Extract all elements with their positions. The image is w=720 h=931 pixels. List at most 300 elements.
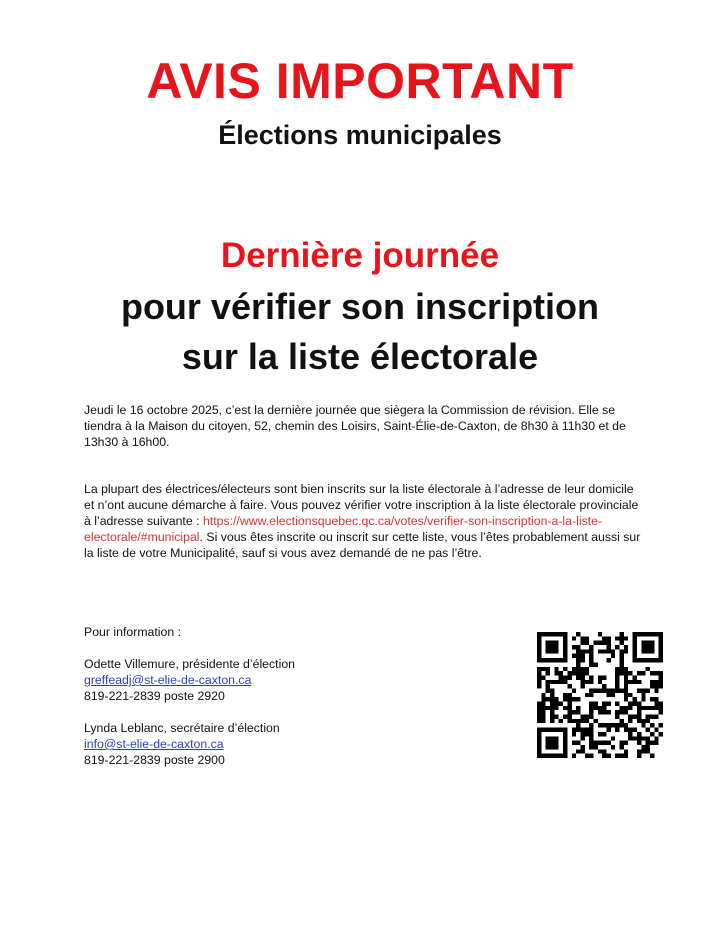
qr-module xyxy=(563,728,567,732)
qr-module xyxy=(659,654,663,658)
qr-module xyxy=(615,671,619,675)
paragraph-text: La plupart des électrices/électeurs sont bien inscrits sur la liste électorale à l’adresse de leur domicile et n’ont aucune démarche à faire. Vous pouvez vérifier votre inscription à la liste électorale provinciale à l’adresse suivante : xyxy=(84,482,639,528)
qr-module xyxy=(654,658,658,662)
qr-module xyxy=(650,723,654,727)
qr-module xyxy=(580,719,584,723)
qr-module xyxy=(567,671,571,675)
qr-module xyxy=(585,728,589,732)
qr-module xyxy=(541,706,545,710)
qr-module xyxy=(620,745,624,749)
qr-module xyxy=(646,658,650,662)
qr-module xyxy=(602,732,606,736)
qr-module xyxy=(589,745,593,749)
qr-module xyxy=(602,641,606,645)
qr-module xyxy=(567,702,571,706)
qr-module xyxy=(563,693,567,697)
qr-module xyxy=(563,749,567,753)
qr-module xyxy=(628,702,632,706)
qr-module xyxy=(554,697,558,701)
qr-module xyxy=(602,702,606,706)
qr-module xyxy=(598,688,602,692)
qr-module xyxy=(641,723,645,727)
qr-module xyxy=(585,680,589,684)
qr-module xyxy=(550,745,554,749)
qr-module xyxy=(611,723,615,727)
qr-module xyxy=(633,658,637,662)
qr-module xyxy=(654,697,658,701)
qr-module xyxy=(567,675,571,679)
qr-module xyxy=(585,693,589,697)
qr-module xyxy=(576,649,580,653)
qr-module xyxy=(589,741,593,745)
qr-module xyxy=(598,732,602,736)
qr-module xyxy=(589,688,593,692)
qr-module xyxy=(554,702,558,706)
qr-module xyxy=(641,697,645,701)
qr-module xyxy=(559,728,563,732)
qr-module xyxy=(598,649,602,653)
qr-module xyxy=(572,671,576,675)
qr-module xyxy=(620,667,624,671)
qr-module xyxy=(633,675,637,679)
paragraph-verification xyxy=(84,481,644,561)
qr-module xyxy=(576,749,580,753)
paragraph-text: . Si vous êtes inscrite ou inscrit sur cette liste, vous l’êtes probablement aussi sur la liste de votre Municipalité, sauf si vous avez demandé de ne pas l’être. xyxy=(84,530,641,560)
qr-module xyxy=(628,706,632,710)
qr-module xyxy=(546,745,550,749)
qr-module xyxy=(637,671,641,675)
qr-module xyxy=(602,688,606,692)
qr-module xyxy=(550,706,554,710)
qr-module xyxy=(624,636,628,640)
qr-module xyxy=(563,732,567,736)
qr-module xyxy=(576,675,580,679)
qr-module xyxy=(554,706,558,710)
qr-module xyxy=(580,675,584,679)
qr-module xyxy=(550,736,554,740)
qr-module xyxy=(554,728,558,732)
qr-module xyxy=(576,706,580,710)
qr-module xyxy=(537,680,541,684)
qr-module xyxy=(607,741,611,745)
qr-module xyxy=(563,680,567,684)
qr-module xyxy=(641,736,645,740)
qr-module xyxy=(602,675,606,679)
qr-module xyxy=(537,636,541,640)
qr-module xyxy=(580,636,584,640)
qr-module xyxy=(654,702,658,706)
qr-module xyxy=(637,680,641,684)
qr-module xyxy=(563,745,567,749)
qr-module xyxy=(637,741,641,745)
qr-module xyxy=(580,728,584,732)
qr-module xyxy=(641,749,645,753)
qr-module xyxy=(659,636,663,640)
qr-module xyxy=(633,715,637,719)
qr-module xyxy=(633,654,637,658)
qr-module xyxy=(576,645,580,649)
qr-module xyxy=(554,645,558,649)
qr-module xyxy=(563,658,567,662)
qr-module xyxy=(550,702,554,706)
qr-module xyxy=(550,693,554,697)
qr-module xyxy=(537,649,541,653)
qr-module xyxy=(633,632,637,636)
qr-module xyxy=(646,649,650,653)
qr-module xyxy=(580,671,584,675)
qr-module xyxy=(598,680,602,684)
qr-module xyxy=(659,732,663,736)
qr-module xyxy=(546,736,550,740)
qr-module xyxy=(659,658,663,662)
qr-module xyxy=(624,710,628,714)
qr-module xyxy=(611,745,615,749)
qr-module xyxy=(537,710,541,714)
qr-module xyxy=(589,706,593,710)
qr-module xyxy=(637,732,641,736)
qr-module xyxy=(607,754,611,758)
qr-module xyxy=(650,715,654,719)
qr-module xyxy=(615,715,619,719)
qr-module xyxy=(602,706,606,710)
qr-module xyxy=(611,693,615,697)
qr-module xyxy=(572,688,576,692)
qr-module xyxy=(541,754,545,758)
qr-module xyxy=(550,728,554,732)
qr-module xyxy=(589,662,593,666)
qr-module xyxy=(559,675,563,679)
qr-module xyxy=(589,702,593,706)
qr-module xyxy=(554,641,558,645)
qr-module xyxy=(615,645,619,649)
qr-module xyxy=(646,728,650,732)
qr-module xyxy=(589,736,593,740)
qr-module xyxy=(580,654,584,658)
qr-module xyxy=(541,667,545,671)
qr-module xyxy=(620,649,624,653)
contact-email-link[interactable]: info@st-elie-de-caxton.ca xyxy=(84,737,224,751)
qr-module xyxy=(589,658,593,662)
qr-module xyxy=(585,667,589,671)
qr-module xyxy=(546,632,550,636)
qr-module xyxy=(641,649,645,653)
qr-module xyxy=(585,636,589,640)
qr-module xyxy=(654,706,658,710)
qr-module xyxy=(589,693,593,697)
qr-module xyxy=(554,741,558,745)
qr-module xyxy=(546,667,550,671)
qr-module xyxy=(550,710,554,714)
qr-module xyxy=(598,749,602,753)
qr-module xyxy=(537,654,541,658)
qr-module xyxy=(567,697,571,701)
qr-module xyxy=(567,719,571,723)
qr-module xyxy=(559,680,563,684)
qr-module xyxy=(637,715,641,719)
qr-module xyxy=(572,754,576,758)
qr-module xyxy=(541,693,545,697)
qr-module xyxy=(580,667,584,671)
qr-module xyxy=(624,706,628,710)
qr-module xyxy=(646,741,650,745)
qr-module xyxy=(563,754,567,758)
qr-module xyxy=(624,645,628,649)
qr-module xyxy=(615,684,619,688)
qr-module xyxy=(654,684,658,688)
qr-module xyxy=(637,749,641,753)
qr-module xyxy=(550,645,554,649)
qr-module xyxy=(585,719,589,723)
qr-module xyxy=(567,710,571,714)
qr-module xyxy=(589,675,593,679)
qr-module xyxy=(654,632,658,636)
qr-module xyxy=(541,715,545,719)
qr-module xyxy=(624,649,628,653)
qr-module xyxy=(620,688,624,692)
qr-module xyxy=(593,662,597,666)
contact-email-link[interactable]: greffeadj@st-elie-de-caxton.ca xyxy=(84,673,252,687)
qr-module xyxy=(659,649,663,653)
qr-module xyxy=(607,723,611,727)
qr-module xyxy=(563,741,567,745)
qr-module xyxy=(537,645,541,649)
qr-module xyxy=(563,715,567,719)
qr-module xyxy=(576,662,580,666)
qr-module xyxy=(554,680,558,684)
qr-module xyxy=(572,667,576,671)
elections-quebec-link[interactable]: https://www.electionsquebec.qc.ca/votes/verifier-son-inscription-a-la-liste-electorale/#municipal xyxy=(84,514,603,544)
qr-module xyxy=(550,697,554,701)
qr-module xyxy=(624,671,628,675)
qr-module xyxy=(659,706,663,710)
qr-module xyxy=(607,728,611,732)
qr-module xyxy=(659,671,663,675)
qr-module xyxy=(580,715,584,719)
contact-label: Pour information : xyxy=(84,625,182,639)
qr-module xyxy=(580,749,584,753)
qr-module xyxy=(593,688,597,692)
qr-module xyxy=(607,636,611,640)
qr-module xyxy=(585,732,589,736)
qr-module xyxy=(554,715,558,719)
qr-module xyxy=(537,728,541,732)
qr-module xyxy=(563,706,567,710)
qr-module xyxy=(607,688,611,692)
qr-module xyxy=(554,671,558,675)
qr-module xyxy=(559,719,563,723)
qr-module xyxy=(641,641,645,645)
qr-module xyxy=(602,741,606,745)
qr-module xyxy=(585,641,589,645)
qr-module xyxy=(620,662,624,666)
qr-module xyxy=(550,632,554,636)
qr-module xyxy=(624,723,628,727)
contact-name: Lynda Leblanc, secrétaire d’élection xyxy=(84,721,280,735)
qr-module xyxy=(537,671,541,675)
qr-module xyxy=(624,749,628,753)
qr-module xyxy=(589,710,593,714)
qr-module xyxy=(580,649,584,653)
qr-module xyxy=(646,719,650,723)
qr-module xyxy=(567,684,571,688)
qr-module xyxy=(554,658,558,662)
qr-module xyxy=(615,680,619,684)
qr-module xyxy=(602,723,606,727)
qr-module xyxy=(541,710,545,714)
qr-module xyxy=(572,710,576,714)
qr-module xyxy=(659,680,663,684)
qr-module xyxy=(598,706,602,710)
qr-module xyxy=(633,680,637,684)
qr-module xyxy=(607,658,611,662)
qr-module xyxy=(563,636,567,640)
qr-module xyxy=(567,706,571,710)
qr-module xyxy=(620,710,624,714)
qr-module xyxy=(589,645,593,649)
headline-red: Dernière journée xyxy=(220,236,500,275)
qr-module xyxy=(641,632,645,636)
qr-module xyxy=(541,702,545,706)
qr-module xyxy=(559,754,563,758)
qr-module xyxy=(550,658,554,662)
qr-module xyxy=(659,723,663,727)
qr-module xyxy=(633,636,637,640)
qr-module xyxy=(650,754,654,758)
qr-module xyxy=(572,728,576,732)
qr-module xyxy=(563,736,567,740)
qr-module xyxy=(537,736,541,740)
qr-module xyxy=(602,636,606,640)
qr-module xyxy=(585,754,589,758)
qr-module xyxy=(641,719,645,723)
qr-module xyxy=(628,671,632,675)
qr-module xyxy=(593,706,597,710)
qr-module xyxy=(537,706,541,710)
qr-module xyxy=(559,658,563,662)
qr-module xyxy=(537,732,541,736)
qr-module xyxy=(572,732,576,736)
qr-module xyxy=(624,741,628,745)
qr-module xyxy=(650,706,654,710)
qr-module xyxy=(572,636,576,640)
qr-module xyxy=(537,632,541,636)
qr-module xyxy=(576,728,580,732)
qr-module xyxy=(637,754,641,758)
qr-module xyxy=(541,675,545,679)
qr-module xyxy=(585,715,589,719)
qr-module xyxy=(637,706,641,710)
qr-module xyxy=(633,702,637,706)
qr-module xyxy=(615,636,619,640)
qr-module xyxy=(637,702,641,706)
qr-module xyxy=(646,667,650,671)
qr-module xyxy=(624,688,628,692)
qr-module xyxy=(607,649,611,653)
qr-module xyxy=(546,706,550,710)
qr-module xyxy=(589,754,593,758)
qr-module xyxy=(546,684,550,688)
qr-module xyxy=(611,736,615,740)
qr-module xyxy=(615,728,619,732)
qr-module xyxy=(659,641,663,645)
qr-module xyxy=(576,741,580,745)
qr-module xyxy=(554,649,558,653)
qr-module xyxy=(624,693,628,697)
qr-module xyxy=(641,706,645,710)
qr-module xyxy=(659,684,663,688)
qr-module xyxy=(572,697,576,701)
qr-module xyxy=(607,702,611,706)
qr-module xyxy=(546,641,550,645)
qr-module xyxy=(546,658,550,662)
qr-module xyxy=(580,680,584,684)
qr-module xyxy=(628,719,632,723)
qr-module xyxy=(572,719,576,723)
qr-module xyxy=(641,658,645,662)
qr-module xyxy=(646,706,650,710)
qr-module xyxy=(537,745,541,749)
qr-module xyxy=(537,658,541,662)
qr-module xyxy=(567,715,571,719)
qr-module xyxy=(589,723,593,727)
qr-module xyxy=(576,723,580,727)
qr-module xyxy=(550,688,554,692)
qr-module xyxy=(559,632,563,636)
qr-module xyxy=(554,754,558,758)
qr-module xyxy=(628,715,632,719)
qr-module xyxy=(598,641,602,645)
qr-module xyxy=(659,645,663,649)
qr-module xyxy=(593,641,597,645)
qr-module xyxy=(563,645,567,649)
qr-module xyxy=(572,741,576,745)
qr-module xyxy=(563,654,567,658)
qr-module xyxy=(659,710,663,714)
qr-module xyxy=(615,667,619,671)
qr-module xyxy=(650,632,654,636)
qr-module xyxy=(546,754,550,758)
qr-module xyxy=(580,736,584,740)
qr-module xyxy=(646,736,650,740)
qr-module xyxy=(633,641,637,645)
qr-module xyxy=(624,728,628,732)
qr-code[interactable] xyxy=(537,632,663,758)
qr-module xyxy=(620,719,624,723)
qr-module xyxy=(554,632,558,636)
qr-module xyxy=(637,710,641,714)
qr-module xyxy=(593,745,597,749)
qr-module xyxy=(654,736,658,740)
qr-module xyxy=(554,745,558,749)
qr-module xyxy=(607,710,611,714)
qr-module xyxy=(624,697,628,701)
qr-module xyxy=(550,649,554,653)
qr-module xyxy=(641,693,645,697)
qr-module xyxy=(650,697,654,701)
qr-module xyxy=(576,710,580,714)
qr-module xyxy=(576,654,580,658)
qr-module xyxy=(602,754,606,758)
qr-module xyxy=(546,680,550,684)
qr-module xyxy=(646,632,650,636)
qr-module xyxy=(546,688,550,692)
qr-module xyxy=(624,754,628,758)
page-subtitle: Élections municipales xyxy=(218,120,502,150)
qr-module xyxy=(546,728,550,732)
qr-module xyxy=(654,671,658,675)
qr-module xyxy=(615,702,619,706)
qr-module xyxy=(537,719,541,723)
